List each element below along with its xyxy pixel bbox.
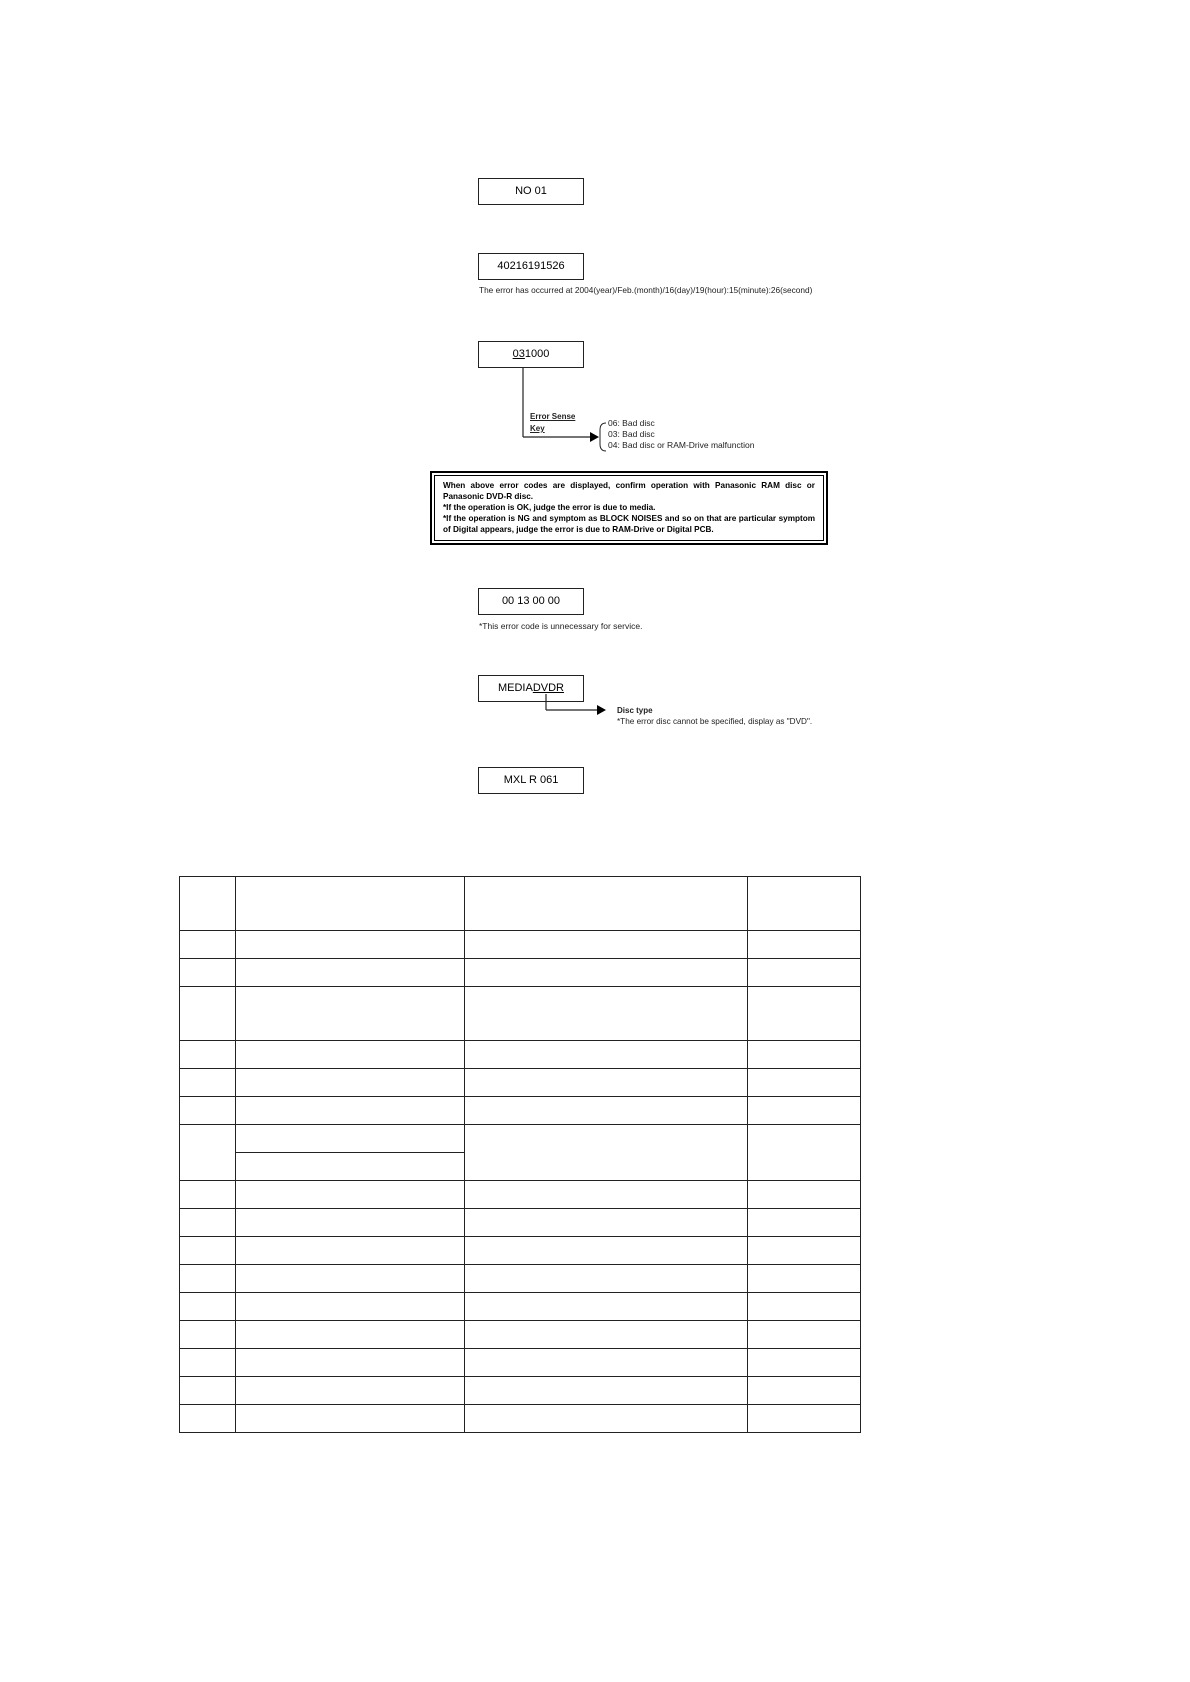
table-row xyxy=(180,1405,861,1433)
error-no-box: NO 01 xyxy=(478,178,584,205)
disc-type-label: Disc type xyxy=(617,706,653,715)
media-prefix: MEDIA xyxy=(497,682,533,694)
sense-code-2: 03: Bad disc xyxy=(608,429,655,439)
sense-rest-digits: 1000 xyxy=(524,348,550,360)
table-row xyxy=(180,1293,861,1321)
table-row xyxy=(180,1265,861,1293)
date-note: The error has occurred at 2004(year)/Feb.(month)/16(day)/19(hour):15(minute):26(second) xyxy=(479,285,813,295)
table-row xyxy=(180,1237,861,1265)
sense-code-1: 06: Bad disc xyxy=(608,418,655,428)
table-row xyxy=(180,987,861,1041)
sense-code-3: 04: Bad disc or RAM-Drive malfunction xyxy=(608,440,755,450)
warning-line-2: *If the operation is OK, judge the error is due to media. xyxy=(443,503,656,512)
table-row xyxy=(180,959,861,987)
error-code-box: 00 13 00 00 xyxy=(478,588,584,615)
disc-type-note: *The error disc cannot be specified, display as "DVD". xyxy=(617,717,813,726)
sense-label-2: Key xyxy=(530,424,545,433)
table-row xyxy=(180,1321,861,1349)
code-note: *This error code is unnecessary for service. xyxy=(479,621,643,631)
table-row xyxy=(180,931,861,959)
table-row xyxy=(180,1181,861,1209)
warning-line-3: *If the operation is NG and symptom as BLOCK NOISES and so on that are particular symptom of Digital appears, judge the error is due to RAM-Drive or Digital PCB. xyxy=(443,514,815,534)
table-row xyxy=(180,1209,861,1237)
error-date-box: 40216191526 xyxy=(478,253,584,280)
model-box: MXL R 061 xyxy=(478,767,584,794)
warning-line-1: When above error codes are displayed, confirm operation with Panasonic RAM disc or Panasonic DVD-R disc. xyxy=(443,481,815,501)
table-row xyxy=(180,1125,861,1153)
table-header-row xyxy=(180,877,861,931)
error-table xyxy=(179,876,861,1433)
table-row xyxy=(180,1097,861,1125)
sense-key-digits: 03 xyxy=(512,348,525,360)
warning-text xyxy=(434,475,824,541)
table-row xyxy=(180,1377,861,1405)
media-type: DVDR xyxy=(532,682,564,694)
table-row xyxy=(180,1041,861,1069)
table-row xyxy=(180,1349,861,1377)
warning-box xyxy=(430,471,828,545)
media-box xyxy=(478,675,584,702)
table-row xyxy=(180,1069,861,1097)
sense-label-1: Error Sense xyxy=(530,412,576,421)
